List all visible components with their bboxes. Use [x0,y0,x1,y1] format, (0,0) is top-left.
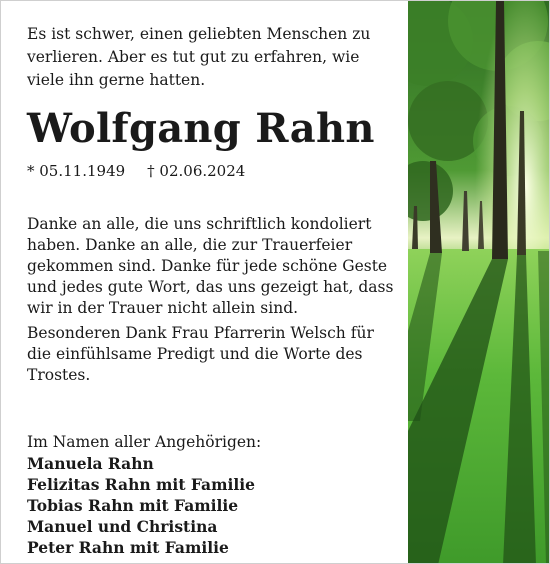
family-member: Felizitas Rahn mit Familie [27,475,255,494]
text-column [27,23,399,558]
family-intro: Im Namen aller Angehörigen: [27,433,262,451]
family-member: Manuel und Christina [27,517,218,536]
family-member: Peter Rahn mit Familie [27,538,229,557]
special-thanks-text: Besonderen Dank Frau Pfarrerin Welsch für die einfühlsame Predigt und die Worte des Trostes. [27,324,374,384]
deceased-name: Wolfgang Rahn [27,105,375,152]
life-dates [27,160,399,182]
family-member: Tobias Rahn mit Familie [27,496,239,515]
family-member: Manuela Rahn [27,454,154,473]
park-photo [408,1,550,564]
birth-date: * 05.11.1949 [27,162,126,180]
intro-text: Es ist schwer, einen geliebten Menschen zu verlieren. Aber es tut gut zu erfahren, wie viele ihn gerne hatten. [27,25,371,89]
death-date: † 02.06.2024 [147,162,246,180]
park-trees-image [408,1,550,564]
thanks-text: Danke an alle, die uns schriftlich kondoliert haben. Danke an alle, die zur Trauerfeier gekommen sind. Danke für jede schöne Geste und jedes gute Wort, das uns gezeigt hat, dass wir in der Trauer nicht allein sind. [27,215,394,317]
